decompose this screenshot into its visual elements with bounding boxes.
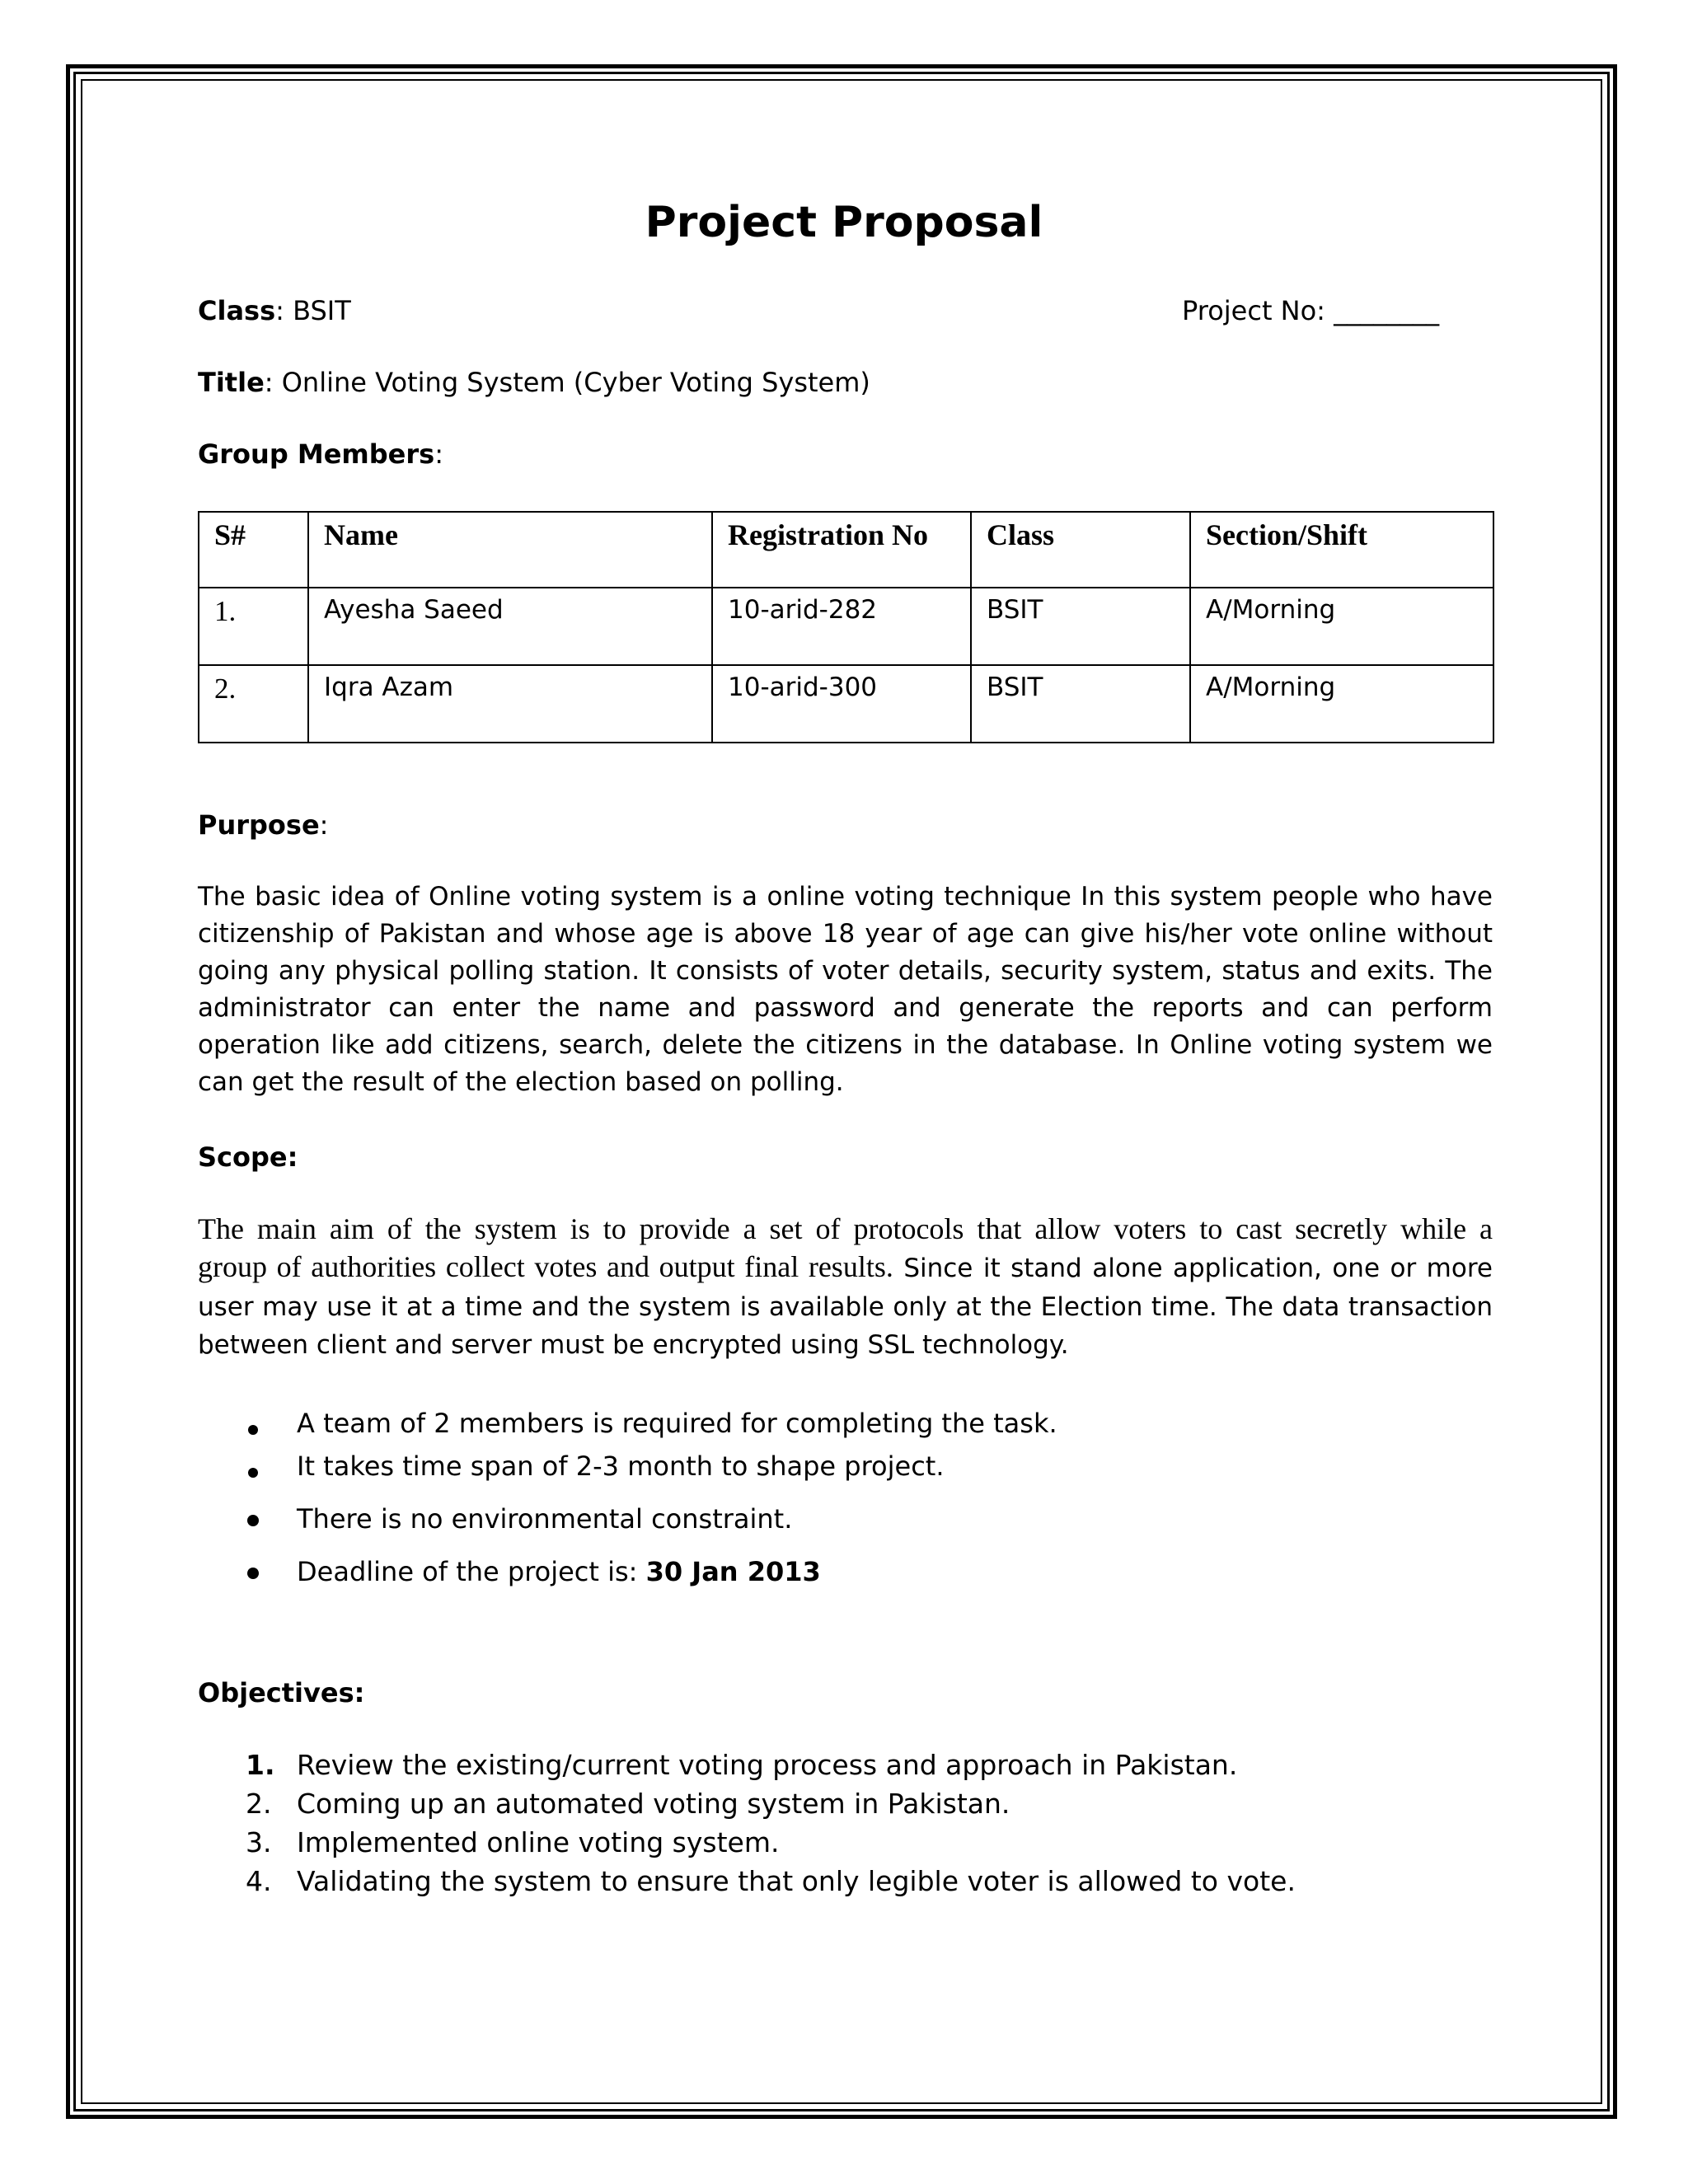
bullet-icon [247, 1515, 259, 1526]
scope-line: between client and server must be encrypted using SSL technology. [198, 1330, 1069, 1360]
bullet-icon [248, 1468, 258, 1478]
scope-line-sans: Since it stand alone application, one or more [893, 1254, 1493, 1283]
bullet-icon [248, 1425, 258, 1435]
purpose-paragraph: The basic idea of Online voting system is a online voting technique In this system people who have citizenship of Pakistan and whose age is above 18 year of age can give his/her vote online without going any physical polling station. It consists of voter details, security system, status and exits. The administrator can enter the name and password and generate the reports and can perform operation like add citizens, search, delete the citizens in the database. In Online voting system we can get the result of the election based on polling. [198, 882, 1493, 1097]
table-cell: A/Morning [1190, 588, 1493, 665]
table-row [199, 588, 1493, 665]
title-label: Title [198, 367, 265, 398]
column-header: S# [199, 512, 308, 588]
table-cell: BSIT [971, 665, 1190, 743]
bullet-item: There is no environmental constraint. [297, 1503, 793, 1535]
table-header-row [199, 512, 1493, 588]
scope-heading: Scope: [198, 1141, 298, 1173]
purpose-heading [198, 809, 328, 841]
deadline-label: Deadline of the project is: [297, 1556, 646, 1587]
scope-line: The main aim of the system is to provide a set of protocols that allow voters to cast secretly while a [198, 1212, 1493, 1245]
objective-number: 1. [246, 1749, 275, 1781]
bullet-icon [247, 1568, 259, 1579]
title-value: : Online Voting System (Cyber Voting System) [264, 367, 870, 398]
objective-item: Implemented online voting system. [297, 1826, 780, 1858]
group-members-heading [198, 438, 443, 470]
purpose-colon: : [319, 809, 329, 841]
group-members-table [198, 511, 1494, 743]
scope-line [198, 1249, 1493, 1292]
class-value: : BSIT [275, 295, 351, 326]
table-cell: 1. [199, 588, 308, 665]
table-cell: 10-arid-300 [712, 665, 971, 743]
table-cell: A/Morning [1190, 665, 1493, 743]
project-title-field [198, 367, 870, 398]
scope-paragraph [198, 1212, 1493, 1360]
purpose-label: Purpose [198, 809, 320, 841]
table-row [199, 665, 1493, 743]
table-cell: BSIT [971, 588, 1190, 665]
scope-line: user may use it at a time and the system is available only at the Election time. The data transaction [198, 1292, 1493, 1322]
class-label: Class [198, 295, 276, 326]
column-header: Class [971, 512, 1190, 588]
column-header: Registration No [712, 512, 971, 588]
class-field [198, 295, 351, 326]
objective-number: 4. [246, 1865, 272, 1897]
project-number-field: Project No: ________ [1182, 295, 1440, 326]
page-title: Project Proposal [645, 198, 1043, 247]
table-cell: Iqra Azam [308, 665, 712, 743]
deadline-value: 30 Jan 2013 [645, 1556, 821, 1587]
column-header: Section/Shift [1190, 512, 1493, 588]
bullet-item-deadline [297, 1556, 821, 1587]
objective-item: Validating the system to ensure that only legible voter is allowed to vote. [297, 1865, 1296, 1897]
scope-line-serif: group of authorities collect votes and output final results. [198, 1250, 893, 1283]
objective-number: 2. [246, 1788, 272, 1820]
column-header: Name [308, 512, 712, 588]
table-cell: 10-arid-282 [712, 588, 971, 665]
table-cell: 2. [199, 665, 308, 743]
objective-item: Coming up an automated voting system in Pakistan. [297, 1788, 1010, 1820]
bullet-item: It takes time span of 2-3 month to shape project. [297, 1451, 945, 1482]
objective-item: Review the existing/current voting process and approach in Pakistan. [297, 1749, 1238, 1781]
objective-number: 3. [246, 1826, 272, 1858]
group-members-label: Group Members [198, 438, 435, 470]
bullet-item: A team of 2 members is required for completing the task. [297, 1408, 1057, 1439]
group-members-colon: : [434, 438, 443, 470]
table-cell: Ayesha Saeed [308, 588, 712, 665]
objectives-heading: Objectives: [198, 1677, 365, 1708]
